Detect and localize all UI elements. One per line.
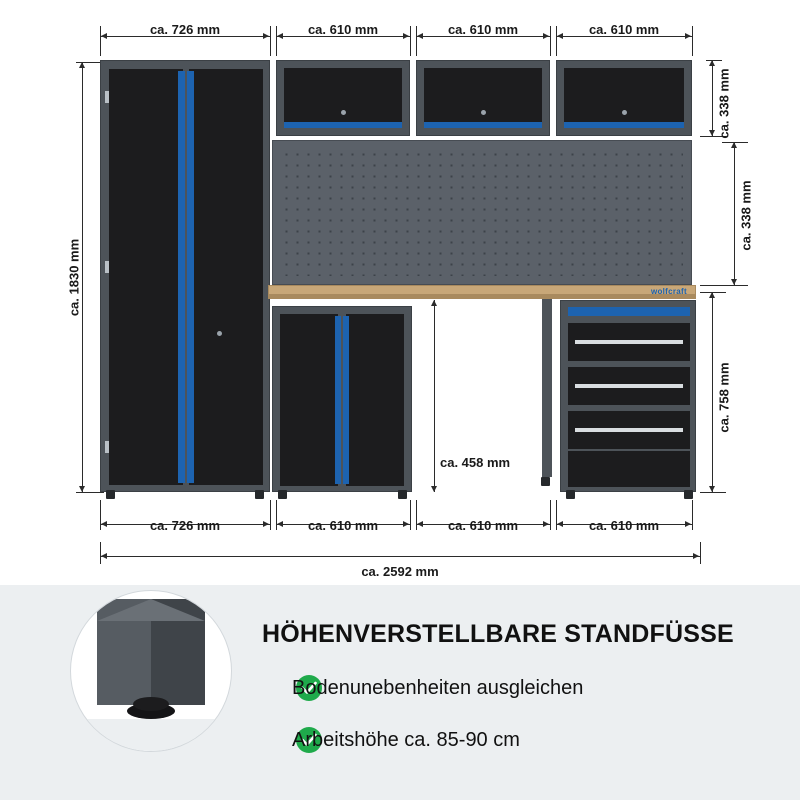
drawer-unit-blue-stripe [568, 307, 690, 316]
bottom-dim-label-3: ca. 610 mm [447, 518, 519, 533]
right-dim-label-1: ca. 338 mm [716, 68, 732, 139]
right-dim-line-2 [734, 142, 735, 285]
bench-cabinet-door-left [280, 314, 338, 486]
drawer-3-handle [575, 428, 683, 432]
tall-cabinet-lock [217, 331, 222, 336]
bench-cabinet-blue-stripe-right [343, 316, 349, 484]
tall-cabinet-door-left [109, 69, 183, 485]
wall-cabinet-2-blue-stripe [424, 122, 542, 128]
right-dim-label-2: ca. 338 mm [738, 180, 754, 251]
promo-title: HÖHENVERSTELLBARE STANDFÜSSE [262, 620, 734, 648]
right-tick-1 [706, 60, 722, 61]
drawer-1-handle [575, 340, 683, 344]
foot-pad [133, 697, 169, 711]
worktop [268, 285, 696, 299]
bottom-dim-label-1: ca. 726 mm [149, 518, 221, 533]
wall-cabinet-2-lock [481, 110, 486, 115]
foot [255, 490, 264, 499]
top-dim-tick-2 [270, 26, 271, 56]
adjustable-foot-illustration [70, 590, 232, 752]
wall-cabinet-2 [416, 60, 550, 136]
top-dim-tick-6 [550, 26, 551, 56]
bench-cabinet-blue-stripe-left [335, 316, 341, 484]
wall-cabinet-1 [276, 60, 410, 136]
brand-logo: wolfcraft [650, 287, 687, 296]
bottom-tick-2 [270, 500, 271, 530]
worktop-support-leg [542, 299, 552, 477]
top-dim-label-2: ca. 610 mm [307, 22, 379, 37]
tall-cabinet-door-right [189, 69, 263, 485]
right-dim-label-3: ca. 758 mm [716, 362, 732, 433]
foot [684, 490, 693, 499]
drawer-unit [560, 287, 696, 492]
overall-width-label: ca. 2592 mm [361, 564, 439, 579]
bottom-dim-label-2: ca. 610 mm [307, 518, 379, 533]
hinge-icon [105, 261, 109, 273]
wall-cabinet-3-blue-stripe [564, 122, 684, 128]
top-dim-tick-4 [410, 26, 411, 56]
bench-height-label: ca. 458 mm [440, 455, 511, 470]
right-dim-line-1 [712, 60, 713, 136]
wall-cabinet-1-blue-stripe [284, 122, 402, 128]
foot [566, 490, 575, 499]
top-dim-label-1: ca. 726 mm [149, 22, 221, 37]
overall-height-line [82, 62, 83, 492]
hinge-icon [105, 441, 109, 453]
bottom-tick-6 [550, 500, 551, 530]
promo-bullet-1: Bodenunebenheiten ausgleichen [292, 677, 584, 699]
foot [278, 490, 287, 499]
perforated-tool-panel [272, 140, 692, 285]
bench-cabinet-door-right [346, 314, 404, 486]
top-dim-tick-8 [692, 26, 693, 56]
arrow-down-bench [431, 486, 437, 492]
foot [541, 477, 550, 486]
wall-cabinet-3-lock [622, 110, 627, 115]
foot [398, 490, 407, 499]
overall-width-line [100, 556, 700, 557]
worktop-edge [269, 294, 695, 298]
bottom-dim-label-4: ca. 610 mm [588, 518, 660, 533]
overall-height-label: ca. 1830 mm [66, 238, 82, 317]
arrow-right-overall [693, 553, 699, 559]
tall-cabinet-blue-stripe-right [187, 71, 194, 483]
wall-cabinet-1-lock [341, 110, 346, 115]
overall-width-tick-right [700, 542, 701, 564]
bench-cabinet [272, 306, 412, 492]
top-dim-label-4: ca. 610 mm [588, 22, 660, 37]
tall-cabinet-blue-stripe-left [178, 71, 185, 483]
right-tick-4 [700, 285, 748, 286]
right-tick-6 [700, 492, 726, 493]
perforation-pattern [281, 149, 683, 276]
right-dim-line-3 [712, 292, 713, 492]
arrow-left-overall [101, 553, 107, 559]
top-dim-label-3: ca. 610 mm [447, 22, 519, 37]
height-tick-bottom [76, 492, 104, 493]
arrow-up-bench [431, 300, 437, 306]
hinge-icon [105, 91, 109, 103]
bottom-tick-4 [410, 500, 411, 530]
drawer-4 [568, 451, 690, 487]
illustration-floor [71, 719, 231, 751]
right-tick-3 [722, 142, 748, 143]
bottom-tick-8 [692, 500, 693, 530]
right-tick-5 [700, 292, 726, 293]
tall-cabinet [100, 60, 270, 492]
foot [106, 490, 115, 499]
drawer-2-handle [575, 384, 683, 388]
bench-height-line [434, 300, 435, 492]
promo-bullet-2: Arbeitshöhe ca. 85-90 cm [292, 729, 520, 751]
wall-cabinet-3 [556, 60, 692, 136]
